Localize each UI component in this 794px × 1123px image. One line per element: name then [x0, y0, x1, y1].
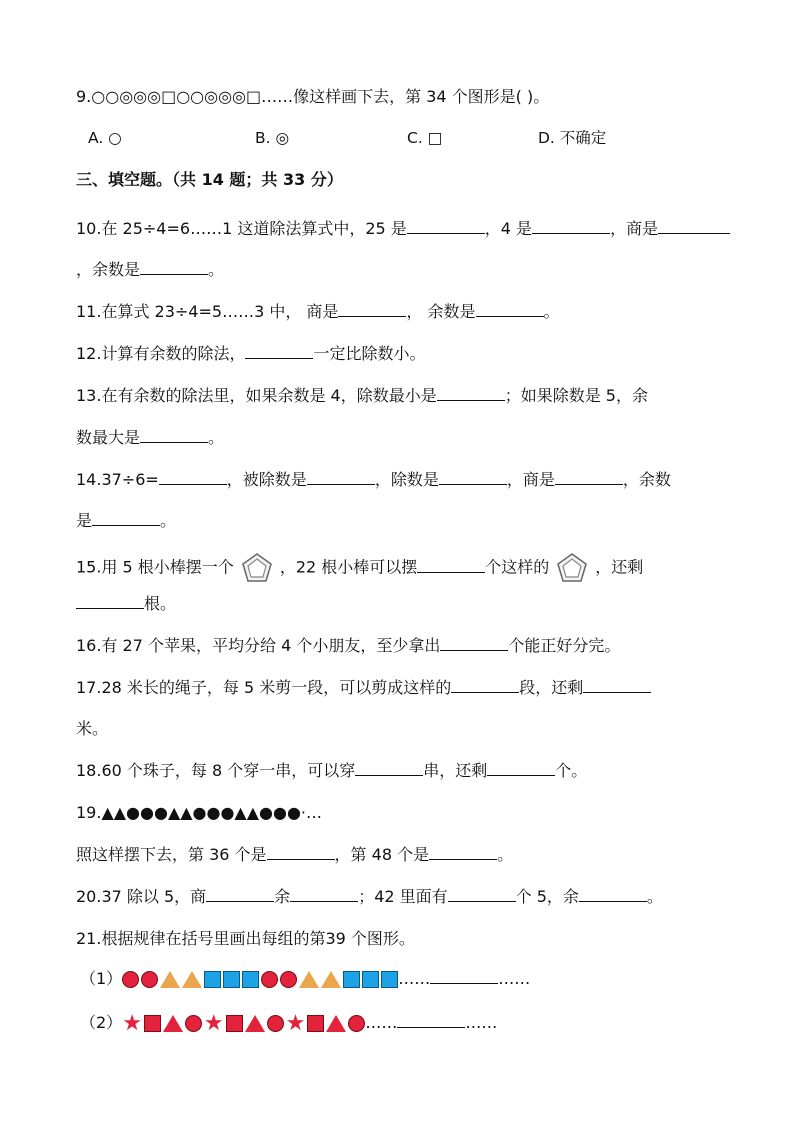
square-blue-icon	[242, 971, 259, 988]
pentagon-icon	[240, 551, 274, 585]
q20-blank-4[interactable]	[579, 886, 647, 902]
q12-text-b: 一定比除数小。	[313, 344, 426, 363]
q20-text-d: 个 5，余	[515, 887, 579, 906]
q21-title: 21.根据规律在括号里画出每组的第39 个图形。	[76, 929, 415, 948]
circle-red-icon	[348, 1015, 365, 1032]
q19-text-a: 照这样摆下去，第 36 个是	[76, 845, 267, 864]
q14-text-b: ，被除数是	[226, 470, 307, 489]
q14-text-g: 。	[160, 511, 177, 530]
q13-line2	[76, 427, 224, 449]
q19-line2	[76, 844, 513, 866]
q10-text-d: ，余数是	[76, 260, 141, 279]
triangle-orange-icon	[299, 971, 319, 988]
q9-text: 9.○○◎◎◎□○○◎◎◎□……像这样画下去，第 34 个图形是( )。	[76, 87, 550, 106]
q16-text-b: 个能正好分完。	[508, 636, 621, 655]
q18-blank-2[interactable]	[487, 760, 555, 776]
q17-line2	[76, 718, 108, 740]
q21-group-2-shapes	[122, 1010, 365, 1036]
q21-group-2-label: （2）	[80, 1013, 123, 1032]
q17-line1	[76, 677, 651, 699]
q20-blank-3[interactable]	[448, 886, 516, 902]
circle-red-icon	[261, 971, 278, 988]
triangle-orange-icon	[182, 971, 202, 988]
q10-text-e: 。	[208, 260, 225, 279]
q10-text-b: ，4 是	[484, 219, 533, 238]
q11-blank-1[interactable]	[338, 301, 406, 317]
q10-line1	[76, 218, 730, 240]
q13-text-a: 13.在有余数的除法里，如果余数是 4，除数最小是	[76, 386, 437, 405]
q13-line1	[76, 385, 648, 407]
pentagon-icon	[555, 551, 589, 585]
q15-text-d: ，还剩	[595, 557, 644, 577]
q15-blank-2[interactable]	[76, 593, 144, 609]
q10-blank-4[interactable]	[140, 259, 208, 275]
q17-text-a: 17.28 米长的绳子，每 5 米剪一段，可以剪成这样的	[76, 678, 452, 697]
q21-dots-4: ……	[465, 1013, 498, 1032]
triangle-orange-icon	[321, 971, 341, 988]
q14-text-e: ，余数	[622, 470, 671, 489]
q19-blank-1[interactable]	[267, 844, 335, 860]
q15-line1	[76, 551, 643, 585]
q13-text-d: 。	[208, 428, 225, 447]
q18-text-c: 个。	[555, 761, 588, 780]
q16-blank-1[interactable]	[440, 635, 508, 651]
q14-blank-5[interactable]	[92, 510, 160, 526]
q20-text-c: ；42 里面有	[358, 887, 448, 906]
q15-text-b: ，22 根小棒可以摆	[279, 557, 418, 577]
q10-text-a: 10.在 25÷4=6……1 这道除法算式中，25 是	[76, 219, 407, 238]
q9-option-b[interactable]: B. ◎	[255, 129, 290, 147]
q15-text-c: 个这样的	[485, 557, 550, 577]
q11-blank-2[interactable]	[476, 301, 544, 317]
section-3-title: 三、填空题。（共 14 题；共 33 分）	[76, 170, 343, 189]
square-blue-icon	[381, 971, 398, 988]
q10-text-c: ，商是	[610, 219, 659, 238]
q9-option-d[interactable]: D. 不确定	[538, 129, 607, 147]
q17-text-b: 段，还剩	[519, 678, 584, 697]
star-red-icon: ★	[285, 1010, 306, 1036]
q10-line2	[76, 259, 224, 281]
square-blue-icon	[343, 971, 360, 988]
q13-text-c: 数最大是	[76, 428, 141, 447]
q21-group-1-label: （1）	[80, 969, 123, 988]
triangle-red-icon	[245, 1015, 265, 1032]
q14-text-d: ，商是	[506, 470, 555, 489]
circle-red-icon	[122, 971, 139, 988]
q20-line	[76, 886, 663, 908]
q15-text-a: 15.用 5 根小棒摆一个	[76, 557, 234, 577]
q17-blank-2[interactable]	[583, 677, 651, 693]
q12-blank-1[interactable]	[245, 343, 313, 359]
q19-text-c: 。	[497, 845, 514, 864]
q21-group-1-shapes	[122, 971, 398, 988]
square-red-icon	[144, 1015, 161, 1032]
q10-blank-2[interactable]	[532, 218, 610, 234]
q11-text-c: 。	[543, 302, 560, 321]
q9-option-c[interactable]: C. □	[407, 129, 443, 147]
q14-line1	[76, 469, 671, 491]
q14-blank-4[interactable]	[555, 469, 623, 485]
q19-sequence: 19.▲▲●●●▲▲●●●▲▲●●●·…	[76, 803, 323, 822]
q21-blank-2[interactable]	[397, 1012, 465, 1028]
q18-line	[76, 760, 587, 782]
q10-blank-3[interactable]	[658, 218, 730, 234]
q14-blank-1[interactable]	[159, 469, 227, 485]
square-blue-icon	[362, 971, 379, 988]
q13-blank-2[interactable]	[140, 427, 208, 443]
q14-blank-3[interactable]	[439, 469, 507, 485]
square-blue-icon	[223, 971, 240, 988]
q14-text-a: 14.37÷6=	[76, 470, 159, 489]
q21-dots-1: ……	[398, 969, 431, 988]
circle-red-icon	[267, 1015, 284, 1032]
circle-red-icon	[185, 1015, 202, 1032]
triangle-orange-icon	[160, 971, 180, 988]
q20-text-e: 。	[646, 887, 663, 906]
q11-text-a: 11.在算式 23÷4=5……3 中， 商是	[76, 302, 339, 321]
star-red-icon: ★	[203, 1010, 224, 1036]
q20-text-a: 20.37 除以 5，商	[76, 887, 207, 906]
q16-text-a: 16.有 27 个苹果，平均分给 4 个小朋友，至少拿出	[76, 636, 441, 655]
q21-dots-2: ……	[498, 969, 531, 988]
triangle-red-icon	[163, 1015, 183, 1032]
q20-blank-1[interactable]	[206, 886, 274, 902]
q14-text-f: 是	[76, 511, 93, 530]
q21-group-2	[80, 1012, 497, 1034]
q9-option-a[interactable]: A. ○	[88, 129, 122, 147]
circle-red-icon	[141, 971, 158, 988]
circle-red-icon	[280, 971, 297, 988]
q20-blank-2[interactable]	[290, 886, 358, 902]
q12-line	[76, 343, 425, 365]
q12-text-a: 12.计算有余数的除法，	[76, 344, 246, 363]
q18-text-b: 串，还剩	[423, 761, 488, 780]
q11-line	[76, 301, 560, 323]
q20-text-b: 余	[274, 887, 291, 906]
star-red-icon: ★	[122, 1010, 142, 1036]
q21-dots-3: ……	[365, 1013, 398, 1032]
q15-text-e: 根。	[144, 594, 177, 613]
q11-text-b: ， 余数是	[406, 302, 476, 321]
q14-blank-2[interactable]	[307, 469, 375, 485]
q19-blank-2[interactable]	[429, 844, 497, 860]
q18-blank-1[interactable]	[355, 760, 423, 776]
square-red-icon	[307, 1015, 324, 1032]
square-red-icon	[226, 1015, 243, 1032]
q17-text-c: 米。	[76, 719, 109, 738]
q21-blank-1[interactable]	[430, 968, 498, 984]
q13-text-b: ；如果除数是 5，余	[504, 386, 648, 405]
q19-text-b: ，第 48 个是	[334, 845, 430, 864]
q21-group-1	[80, 968, 530, 990]
square-blue-icon	[204, 971, 221, 988]
q15-blank-1[interactable]	[417, 557, 485, 573]
q14-line2	[76, 510, 176, 532]
q16-line	[76, 635, 620, 657]
q18-text-a: 18.60 个珠子，每 8 个穿一串，可以穿	[76, 761, 356, 780]
triangle-red-icon	[326, 1015, 346, 1032]
q17-blank-1[interactable]	[451, 677, 519, 693]
q14-text-c: ，除数是	[374, 470, 439, 489]
q13-blank-1[interactable]	[437, 385, 505, 401]
q10-blank-1[interactable]	[407, 218, 485, 234]
q15-line2	[76, 593, 176, 615]
